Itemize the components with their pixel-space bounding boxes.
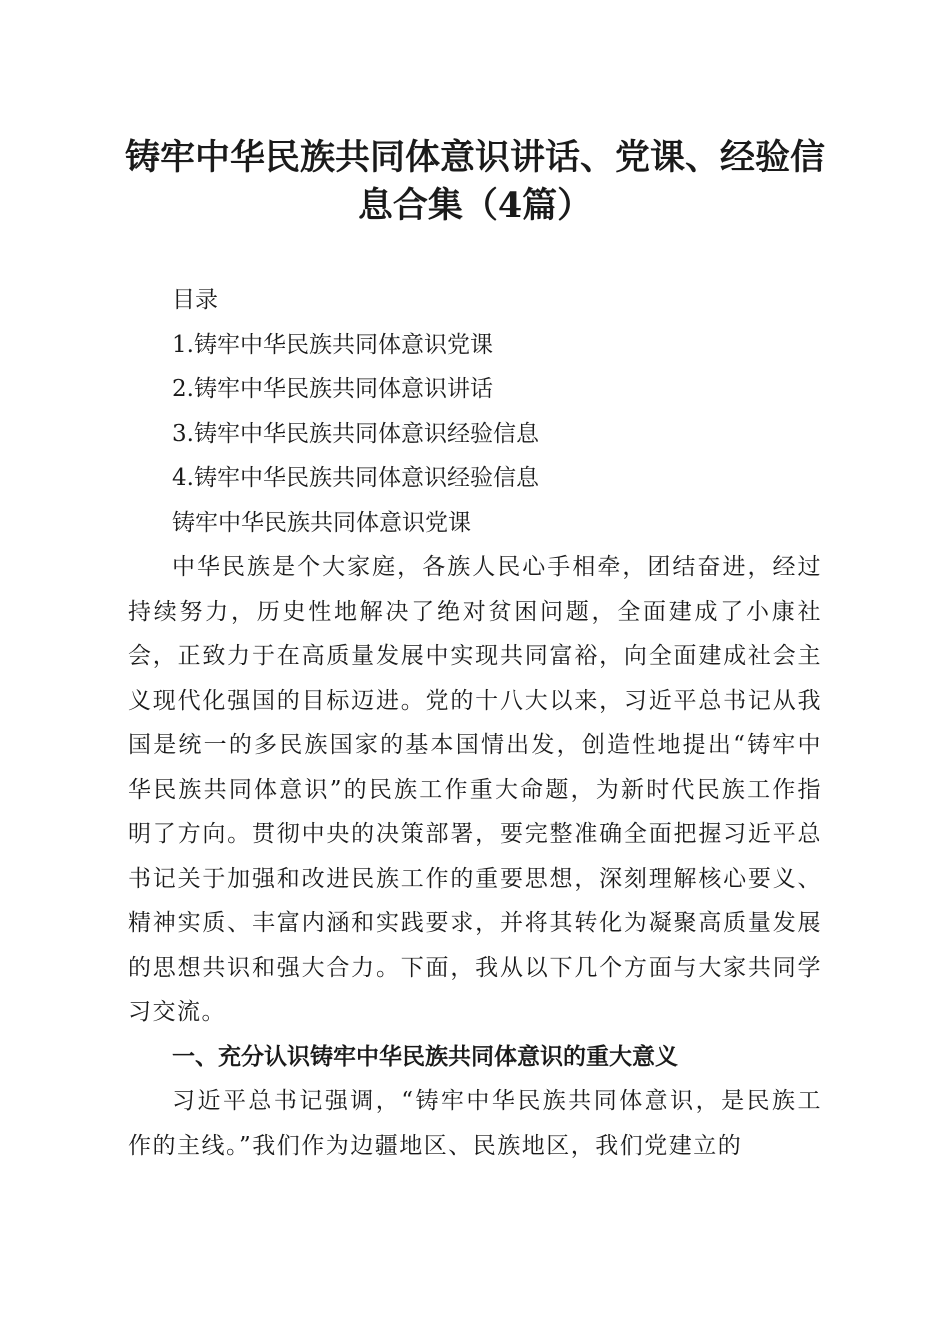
toc-item-1: 1.铸牢中华民族共同体意识党课 [172,331,493,358]
toc-item-3: 3.铸牢中华民族共同体意识经验信息 [172,420,539,447]
toc-item-4: 4.铸牢中华民族共同体意识经验信息 [172,465,539,491]
paragraph-1: 中华民族是个大家庭，各族人民心手相牵，团结奋进，经过持续努力，历史性地解决了绝对贫困问题，全面建成了小康社会，正致力于在高质量发展中实现共同富裕，向全面建成社会主义现代化强国的目标迈进。党的十八大以来，习近平总书记从我国是统一的多民族国家的基本国情出发，创造性地提出“铸牢中华民族共同体意识”的民族工作重大命题，为新时代民族工作指明了方向。贯彻中央的决策部署，要完整准确全面把握习近平总书记关于加强和改进民族工作的重要思想，深刻理解核心要义、精神实质、丰富内涵和实践要求，并将其转化为凝聚高质量发展的思想共识和强大合力。下面，我从以下几个方面与大家共同学习交流。 [128,554,822,1025]
heading-1: 一、充分认识铸牢中华民族共同体意识的重大意义 [172,1043,678,1070]
toc-heading: 目录 [172,287,218,313]
title-line-2: 息合集（4篇） [357,185,593,226]
document-body [128,278,822,1168]
section-title: 铸牢中华民族共同体意识党课 [172,509,471,536]
toc-item-2: 2.铸牢中华民族共同体意识讲话 [172,376,493,402]
paragraph-2: 习近平总书记强调，“铸牢中华民族共同体意识，是民族工作的主线。”我们作为边疆地区、民族地区，我们党建立的 [128,1088,822,1159]
document-title [118,134,832,230]
title-line-1: 铸牢中华民族共同体意识讲话、党课、经验信 [124,137,825,178]
